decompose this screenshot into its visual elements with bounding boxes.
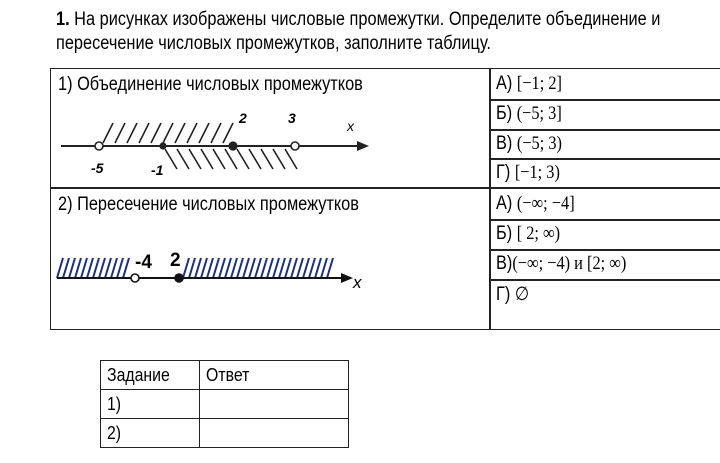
option-value: ∅ [514,284,530,305]
option-divider [489,219,720,221]
section-2-title: 2) Пересечение числовых промежутков [58,194,359,215]
task-text-line-2: пересечение числовых промежутков, заполните таблицу. [56,33,491,54]
intersection-number-line [51,244,481,304]
table-row [101,390,349,419]
point-3 [291,142,299,150]
answer-cell[interactable] [200,390,349,419]
option-letter: В) [496,133,517,154]
answer-table-header [101,361,349,390]
option-2a [496,193,575,215]
label-x: x [353,273,362,292]
option-2c [496,253,626,275]
option-1c [496,133,562,155]
answer-cell[interactable] [200,419,349,448]
option-divider [489,129,720,131]
label-minus-4: -4 [135,252,152,273]
option-letter: А) [496,73,517,94]
option-1b [496,103,562,125]
option-divider [489,249,720,251]
axis-arrow [357,141,369,151]
option-2b [496,223,560,245]
option-value: [−1; 2] [516,73,562,94]
row-task-label: 1) [107,393,122,414]
header-task-label: Задание [107,364,170,385]
row-task [101,390,200,419]
option-value: [ 2; ∞) [516,223,561,244]
task-line-1 [56,8,661,32]
union-number-line [51,101,481,181]
header-answer [200,361,349,390]
option-1d [496,162,560,184]
table-row [101,419,349,448]
point-minus-4 [131,274,139,282]
answer-table [100,360,349,448]
option-letter: А) [496,193,517,214]
task-number: 1. [56,9,70,30]
label-minus-5: -5 [91,160,104,176]
label-x: x [347,118,354,134]
option-2d [496,283,529,306]
task-statement [56,8,661,56]
option-letter: Г) [496,162,515,183]
option-divider [489,279,720,281]
point-2 [228,141,237,150]
option-letter: Г) [496,284,515,305]
header-task [101,361,200,390]
intervals-table [50,68,720,330]
option-value: (−∞; −4] [516,193,575,214]
point-minus-1 [159,142,166,149]
option-1a [496,73,562,95]
row-task-label: 2) [107,422,122,443]
header-answer-label: Ответ [206,364,250,385]
option-value: [−1; 3) [514,162,560,183]
option-value: (−∞; −4) и [2; ∞) [512,253,627,274]
label-2: 2 [170,250,181,271]
section-1-title: 1) Объединение числовых промежутков [58,74,363,95]
label-3: 3 [288,110,296,126]
axis-arrow [341,273,353,283]
column-divider [489,69,491,329]
point-2 [174,273,184,283]
section-divider [51,187,720,189]
option-value: (−5; 3) [516,133,562,154]
task-text-line-1: На рисунках изображены числовые промежутки. Определите объединение и [74,9,661,30]
option-letter: Б) [496,223,517,244]
option-divider [489,158,720,160]
option-letter: В) [496,253,513,274]
option-divider [489,99,720,101]
label-minus-1: -1 [151,162,164,178]
label-2: 2 [239,110,247,126]
option-letter: Б) [496,103,517,124]
option-value: (−5; 3] [516,103,562,124]
point-minus-5 [95,142,103,150]
row-task [101,419,200,448]
